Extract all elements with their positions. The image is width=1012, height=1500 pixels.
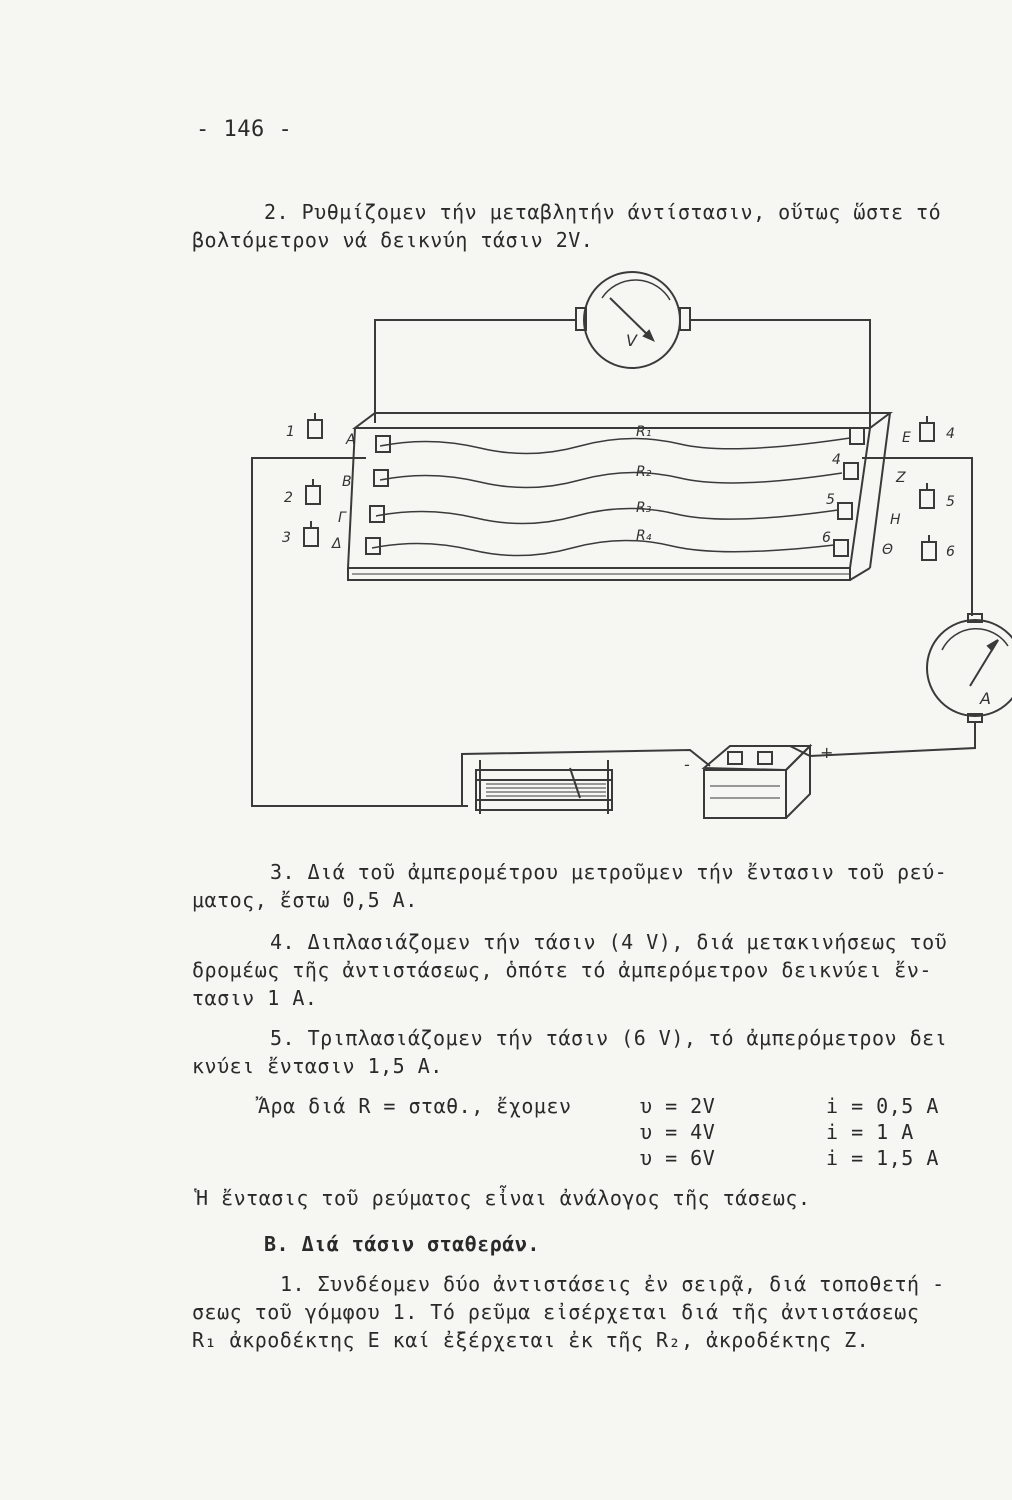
resistor-label-r1: R₁ — [636, 424, 652, 440]
circuit-diagram — [230, 258, 1012, 838]
rheostat — [476, 760, 612, 814]
terminal-label-z: Z — [896, 470, 906, 486]
resistor-board — [348, 413, 890, 580]
terminal-label-h: H — [890, 512, 901, 528]
section-b-line-1: 1. Συνδέομεν δύο ἀντιστάσεις ἐν σειρᾷ, διά τοποθετή - — [280, 1272, 945, 1296]
results-voltage-3: υ = 6V — [640, 1146, 716, 1170]
battery-minus-label: - — [684, 755, 690, 774]
step-3-line-2: ματος, ἔστω 0,5 A. — [192, 888, 418, 912]
terminal-label-g: Γ — [338, 510, 346, 526]
terminal-number-6: 6 — [822, 530, 831, 546]
plug-number-1: 1 — [286, 424, 295, 440]
page-number: - 146 - — [196, 117, 293, 142]
section-b-heading: Β. Διά τάσιν σταθεράν. — [264, 1232, 540, 1256]
plug-number-4: 4 — [946, 426, 955, 442]
results-voltage-2: υ = 4V — [640, 1120, 716, 1144]
terminal-label-th: Θ — [882, 542, 894, 558]
plug-number-5: 5 — [946, 494, 955, 510]
terminal-label-d: Δ — [332, 536, 342, 552]
resistor-label-r3: R₃ — [636, 500, 652, 516]
voltmeter-label: V — [626, 331, 637, 350]
terminal-label-e: E — [902, 430, 911, 446]
results-voltage-1: υ = 2V — [640, 1094, 716, 1118]
step-2-line-1: 2. Ρυθμίζομεν τήν μεταβλητήν άντίστασιν, οὕτως ὥστε τό — [264, 200, 942, 224]
results-current-2: i = 1 A — [826, 1120, 914, 1144]
terminal-label-b: B — [342, 474, 352, 490]
ammeter — [927, 614, 1012, 722]
battery — [704, 746, 810, 818]
resistor-label-r2: R₂ — [636, 464, 652, 480]
step-5-line-1: 5. Τριπλασιάζομεν τήν τάσιν (6 V), τό ἀμπερόμετρον δει — [270, 1026, 948, 1050]
step-4-line-3: τασιν 1 A. — [192, 986, 318, 1010]
step-4-line-2: δρομέως τῆς ἀντιστάσεως, ὁπότε τό ἀμπερόμετρον δεικνύει ἔν- — [192, 958, 932, 982]
section-b-line-3: R₁ ἀκροδέκτης E καί ἐξέρχεται ἐκ τῆς R₂, ἀκροδέκτης Z. — [192, 1328, 870, 1352]
results-intro: Ἄρα διά R = σταθ., ἔχομεν — [258, 1094, 572, 1118]
resistor-label-r4: R₄ — [636, 528, 652, 544]
results-current-3: i = 1,5 A — [826, 1146, 939, 1170]
results-current-1: i = 0,5 A — [826, 1094, 939, 1118]
step-4-line-1: 4. Διπλασιάζομεν τήν τάσιν (4 V), διά μετακινήσεως τοῦ — [270, 930, 948, 954]
plug-icon — [920, 416, 936, 560]
step-5-line-2: κνύει ἔντασιν 1,5 A. — [192, 1054, 443, 1078]
section-b-line-2: σεως τοῦ γόμφου 1. Τό ρεῦμα εἰσέρχεται διά τῆς ἀντιστάσεως — [192, 1300, 920, 1324]
terminal-label-a: A — [346, 432, 356, 448]
step-2-line-2: βολτόμετρον νά δεικνύη τάσιν 2V. — [192, 228, 594, 252]
terminal-number-4: 4 — [832, 452, 841, 468]
plug-icon — [304, 413, 322, 546]
plug-number-3: 3 — [282, 530, 291, 546]
terminal-number-5: 5 — [826, 492, 835, 508]
plug-number-6: 6 — [946, 544, 955, 560]
step-3-line-1: 3. Διά τοῦ ἀμπερομέτρου μετροῦμεν τήν ἔντασιν τοῦ ρεύ- — [270, 860, 948, 884]
plug-number-2: 2 — [284, 490, 293, 506]
voltmeter — [576, 272, 690, 368]
results-conclusion: Ἡ ἔντασις τοῦ ρεύματος εἶναι ἀνάλογος τῆς τάσεως. — [196, 1186, 811, 1210]
ammeter-label: A — [980, 689, 991, 708]
battery-plus-label: + — [820, 743, 834, 762]
